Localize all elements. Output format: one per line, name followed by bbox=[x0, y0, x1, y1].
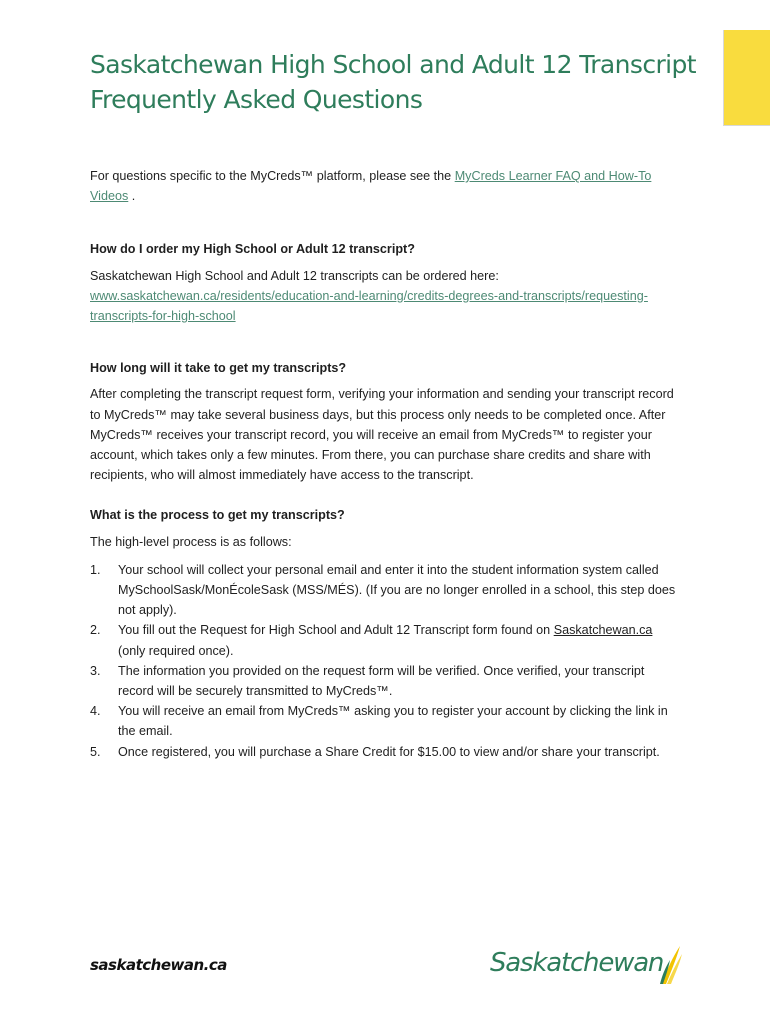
faq-answer-order bbox=[90, 266, 680, 327]
title-line-2: Frequently Asked Questions bbox=[90, 85, 423, 114]
step-text: You fill out the Request for High School and Adult 12 Transcript form found on bbox=[118, 623, 554, 638]
step-text: Once registered, you will purchase a Share Credit for $15.00 to view and/or share your transcript. bbox=[118, 744, 660, 759]
faq-question-duration: How long will it take to get my transcripts? bbox=[90, 361, 347, 376]
transcript-order-link[interactable]: www.saskatchewan.ca/residents/education-and-learning/credits-degrees-and-transcripts/requesting-transcripts-for-high-school bbox=[90, 288, 648, 324]
step-text: You will receive an email from MyCreds™ asking you to register your account by clicking the link in the email. bbox=[118, 704, 668, 739]
title-line-1: Saskatchewan High School and Adult 12 Transcript bbox=[90, 50, 696, 79]
yellow-corner-tab bbox=[723, 30, 770, 126]
process-step bbox=[90, 560, 680, 621]
step-text: The information you provided on the request form will be verified. Once verified, your transcript record will be securely transmitted to MyCreds™. bbox=[118, 663, 645, 699]
intro-text-end: . bbox=[128, 189, 136, 204]
process-step bbox=[90, 701, 680, 741]
faq-question-order: How do I order my High School or Adult 12 transcript? bbox=[90, 242, 415, 257]
process-steps-list bbox=[90, 560, 680, 762]
intro-paragraph bbox=[90, 166, 680, 206]
logo-wordmark: Saskatchewan bbox=[490, 948, 664, 978]
faq-answer-duration: After completing the transcript request form, verifying your information and sending your transcript record to MyCreds™ may take several business days, but this process only needs to be completed once. After MyCreds™ receives your transcript record, you will receive an email from MyCreds™ to register your account, which takes only a few minutes. From there, you can purchase share credits and share with recipients, who will almost immediately have access to the transcript. bbox=[90, 387, 674, 483]
step-number: 3. bbox=[90, 663, 101, 678]
mycreds-faq-link[interactable]: MyCreds Learner FAQ and How-To Videos bbox=[90, 169, 652, 204]
intro-text: For questions specific to the MyCreds™ platform, please see the bbox=[90, 169, 455, 183]
step-text-end: (only required once). bbox=[118, 643, 234, 658]
page-title bbox=[90, 47, 710, 117]
step-number: 5. bbox=[90, 744, 101, 759]
step-number: 1. bbox=[90, 562, 101, 577]
wheat-sheaf-icon bbox=[658, 944, 684, 986]
process-step bbox=[90, 742, 680, 762]
footer-website: saskatchewan.ca bbox=[90, 956, 227, 974]
process-step bbox=[90, 661, 680, 701]
process-step bbox=[90, 620, 680, 660]
faq-question-process: What is the process to get my transcripts? bbox=[90, 508, 345, 523]
step-text: Your school will collect your personal email and enter it into the student information system called MySchoolSask/MonÉcoleSask (MSS/MÉS). (If you are no longer enrolled in a school, this step does not apply). bbox=[118, 562, 676, 618]
saskatchewan-logo bbox=[490, 944, 690, 990]
document-body bbox=[90, 166, 680, 762]
step-number: 4. bbox=[90, 704, 101, 719]
faq-answer-process-intro: The high-level process is as follows: bbox=[90, 534, 292, 549]
step-number: 2. bbox=[90, 623, 101, 638]
faq-answer-order-text: Saskatchewan High School and Adult 12 transcripts can be ordered here: bbox=[90, 268, 499, 283]
saskatchewan-ca-link[interactable]: Saskatchewan.ca bbox=[553, 623, 653, 638]
